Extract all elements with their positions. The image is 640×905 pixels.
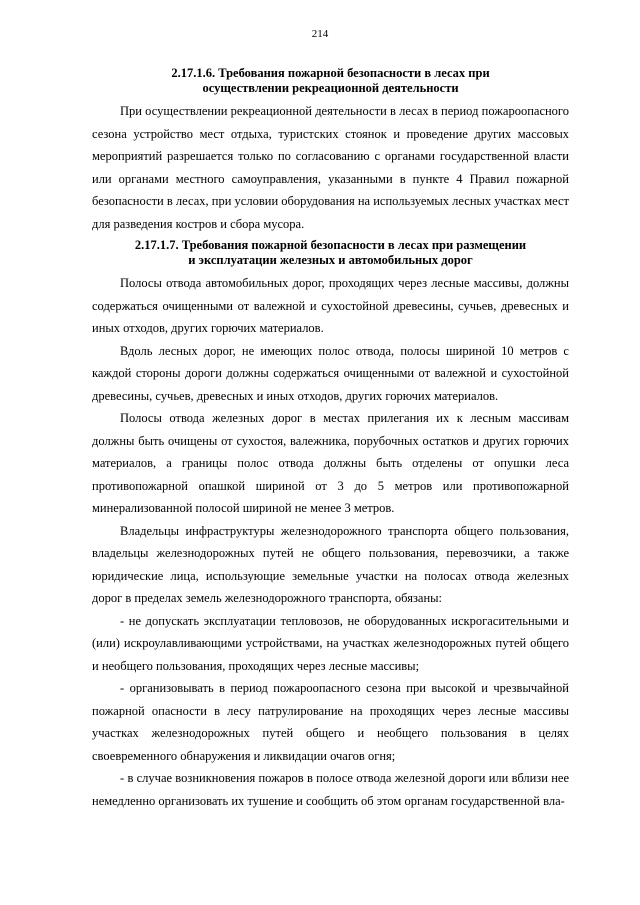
paragraph: При осуществлении рекреационной деятельности в лесах в период пожароопасного сезона устройство мест отдыха, туристских стоянок и проведение других массовых мероприятий разрешается только по согласованию с органами государственной власти или органами местного самоуправления, указанными в пункте 4 Правил пожарной безопасности в лесах, при условии оборудования на используемых лесных участках мест для разведения костров и сбора мусора. — [92, 104, 569, 231]
section-heading: 2.17.1.6. Требования пожарной безопасности в лесах при осуществлении рекреационной деятельности — [171, 66, 490, 95]
section-body — [92, 100, 569, 235]
paragraph: Полосы отвода автомобильных дорог, проходящих через лесные массивы, должны содержаться очищенными от валежной и сухостойной древесины, сучьев, древесных и иных отходов, других горючих материалов. — [92, 276, 569, 335]
list-item: - не допускать эксплуатации тепловозов, не оборудованных искрогасительными и (или) искроулавливающими устройствами, на участках железнодорожных путей общего и необщего пользования, проходящих через лесные массивы; — [92, 613, 569, 673]
section-2-17-1-7 — [92, 238, 569, 812]
list-item: - организовывать в период пожароопасного сезона при высокой и чрезвычайной пожарной опасности в лесу патрулирование на проходящих через лесные массивы участках железнодорожных путей общего и необщего пользования в целях своевременного обнаружения и ликвидации очагов огня; — [92, 681, 569, 763]
paragraph: Полосы отвода железных дорог в местах прилегания их к лесным массивам должны быть очищены от сухостоя, валежника, порубочных остатков и других горючих материалов, а границы полос отвода должны быть отделены от опушки леса противопожарной опашкой шириной от 3 до 5 метров или противопожарной минерализованной полосой шириной не менее 3 метров. — [92, 411, 569, 515]
section-heading: 2.17.1.7. Требования пожарной безопасности в лесах при размещении и эксплуатации железных и автомобильных дорог — [134, 238, 527, 267]
paragraph: Владельцы инфраструктуры железнодорожного транспорта общего пользования, владельцы железнодорожных путей не общего пользования, перевозчики, а также юридические лица, использующие земельные участки на полосах отвода железных дорог в пределах земель железнодорожного транспорта, обязаны: — [92, 523, 569, 605]
section-2-17-1-6 — [92, 66, 569, 235]
list-item: - в случае возникновения пожаров в полосе отвода железной дороги или вблизи нее немедленно организовать их тушение и сообщить об этом органам государственной вла- — [92, 771, 569, 808]
paragraph: Вдоль лесных дорог, не имеющих полос отвода, полосы шириной 10 метров с каждой стороны дороги должны содержаться очищенными от валежной и сухостойной древесины, сучьев, древесных и иных отходов, других горючих материалов. — [92, 343, 569, 403]
page-number: 214 — [311, 28, 329, 40]
section-body — [92, 272, 569, 812]
